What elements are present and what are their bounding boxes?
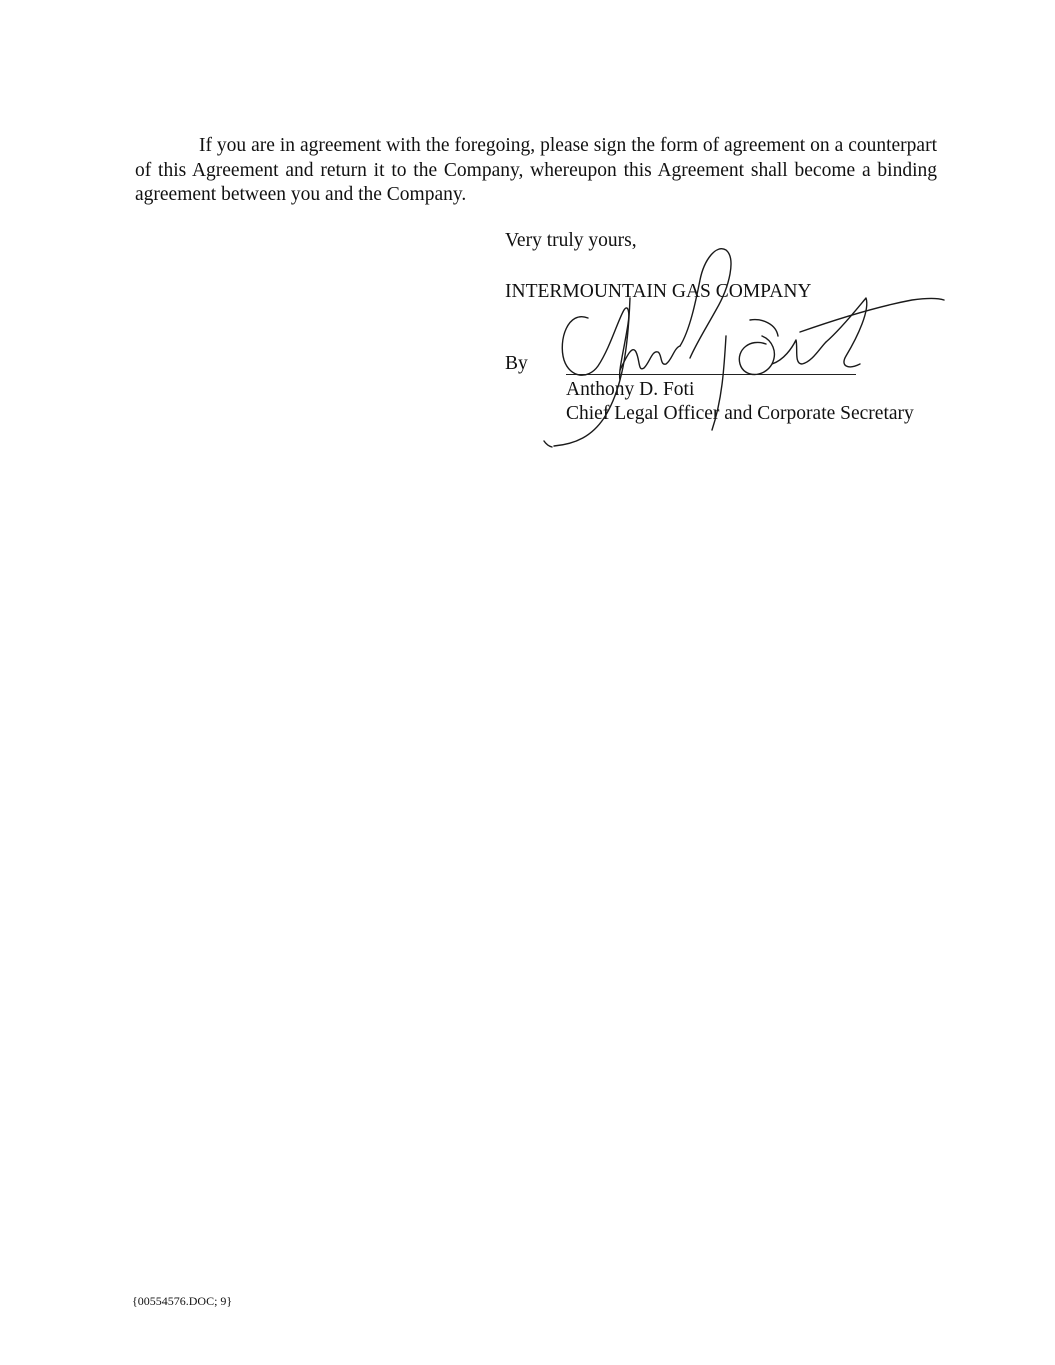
signer-title: Chief Legal Officer and Corporate Secretary <box>566 403 914 424</box>
body-paragraph: If you are in agreement with the foregoing, please sign the form of agreement on a counterpart of this Agreement and return it to the Company, whereupon this Agreement shall become a binding agreement between you and the Company. <box>135 135 937 205</box>
document-reference: {00554576.DOC; 9} <box>132 1294 233 1308</box>
signer-name: Anthony D. Foti <box>566 379 695 400</box>
by-label: By <box>505 353 528 374</box>
signature-line <box>566 374 856 375</box>
closing-salutation: Very truly yours, <box>505 230 637 251</box>
handwritten-signature-icon <box>540 240 960 460</box>
company-name: INTERMOUNTAIN GAS COMPANY <box>505 281 812 302</box>
